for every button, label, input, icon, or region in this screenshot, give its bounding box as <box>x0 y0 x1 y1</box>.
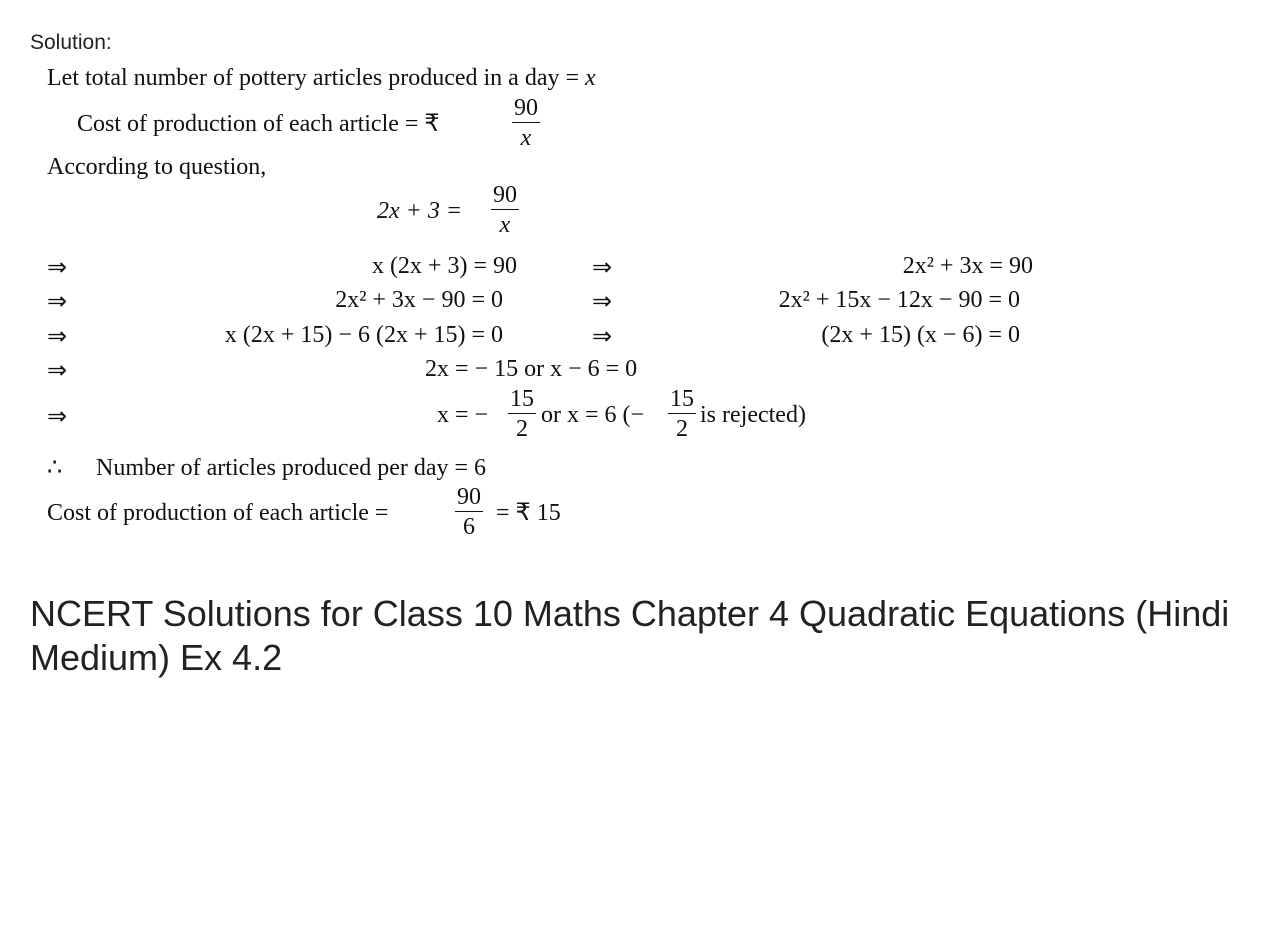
step-roots-a: x = − <box>437 402 489 428</box>
line-total-articles-text: Let total number of pottery articles produced in a day = <box>47 65 586 91</box>
step-standard-form: 2x² + 3x − 90 = 0 <box>335 287 503 313</box>
denominator: 6 <box>463 514 475 540</box>
step-expand-left: x (2x + 3) = 90 <box>371 253 517 279</box>
denominator: x <box>499 212 511 238</box>
step-factored: (2x + 15) (x − 6) = 0 <box>821 322 1020 348</box>
implies-arrow: ⇒ <box>47 289 68 315</box>
implies-arrow: ⇒ <box>47 404 68 430</box>
step-split-middle: 2x² + 15x − 12x − 90 = 0 <box>778 287 1020 313</box>
step-grouping: x (2x + 15) − 6 (2x + 15) = 0 <box>224 322 503 348</box>
denominator: 2 <box>516 416 528 442</box>
denominator: 2 <box>676 416 688 442</box>
denominator: x <box>520 125 532 151</box>
numerator: 90 <box>514 95 538 121</box>
step-expand-right: 2x² + 3x = 90 <box>902 253 1033 279</box>
implies-arrow: ⇒ <box>592 255 613 281</box>
implies-arrow: ⇒ <box>47 255 68 281</box>
equation-lhs: 2x + 3 = <box>377 198 463 224</box>
solution-label: Solution: <box>30 31 112 54</box>
numerator: 15 <box>510 386 534 412</box>
implies-arrow: ⇒ <box>592 289 613 315</box>
numerator: 90 <box>493 182 517 208</box>
line-total-articles <box>47 66 596 90</box>
conclusion-articles: Number of articles produced per day = 6 <box>96 455 487 481</box>
implies-arrow: ⇒ <box>592 324 613 350</box>
step-roots-c: is rejected) <box>700 402 806 428</box>
implies-arrow: ⇒ <box>47 358 68 384</box>
numerator: 90 <box>457 484 481 510</box>
page-title: NCERT Solutions for Class 10 Maths Chapter 4 Quadratic Equations (Hindi Medium) Ex 4.2 <box>30 593 1230 678</box>
line-according: According to question, <box>47 154 267 180</box>
fraction-90-over-6 <box>455 485 483 539</box>
conclusion-cost-value: = ₹ 15 <box>496 500 561 526</box>
fraction-90-over-x <box>512 96 540 150</box>
var-x: x <box>585 65 596 91</box>
step-roots-b: or x = 6 (− <box>541 402 645 428</box>
implies-arrow: ⇒ <box>47 324 68 350</box>
step-roots-equations: 2x = − 15 or x − 6 = 0 <box>425 356 638 382</box>
conclusion-cost-label: Cost of production of each article = <box>47 500 389 526</box>
therefore-symbol: ∴ <box>47 455 63 481</box>
numerator: 15 <box>670 386 694 412</box>
fraction-15-over-2 <box>508 387 536 441</box>
line-cost-each: Cost of production of each article = ₹ <box>77 111 440 137</box>
fraction-90-over-x-2 <box>491 183 519 237</box>
fraction-15-over-2-2 <box>668 387 696 441</box>
